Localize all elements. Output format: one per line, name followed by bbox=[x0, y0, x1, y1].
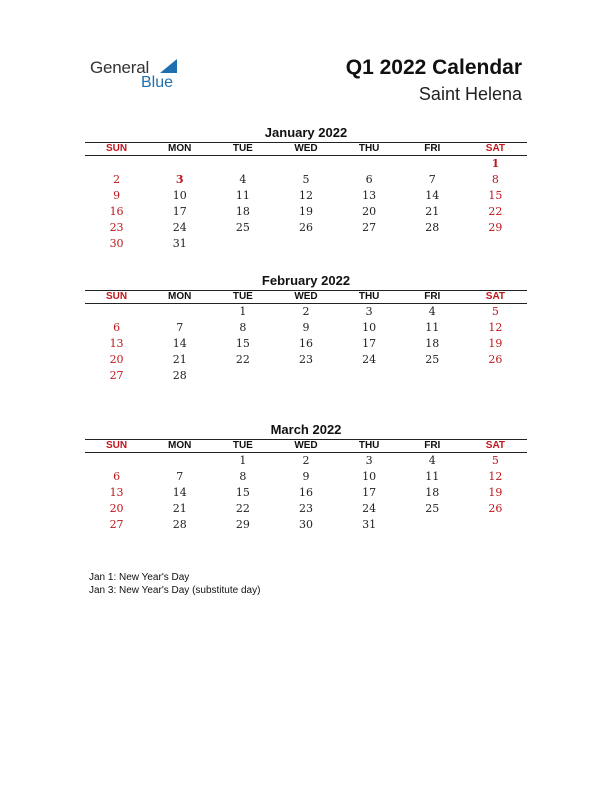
day-cell: 9 bbox=[302, 470, 310, 483]
day-cell: 24 bbox=[362, 353, 377, 366]
day-cell: 23 bbox=[298, 502, 313, 515]
page-title: Q1 2022 Calendar bbox=[345, 56, 522, 79]
empty-day-cell bbox=[338, 236, 401, 252]
dow-mon: MON bbox=[168, 291, 192, 302]
empty-day-cell bbox=[401, 156, 464, 172]
day-cell: 22 bbox=[488, 205, 503, 218]
day-cell: 11 bbox=[425, 470, 440, 483]
week-row bbox=[85, 485, 527, 501]
empty-day-cell bbox=[464, 368, 527, 384]
day-of-week-header bbox=[85, 142, 527, 156]
empty-day-cell bbox=[148, 304, 211, 320]
dow-thu: THU bbox=[358, 143, 380, 154]
dow-thu: THU bbox=[358, 291, 380, 302]
empty-day-cell bbox=[211, 236, 274, 252]
week-row bbox=[85, 453, 527, 469]
day-cell: 26 bbox=[488, 353, 503, 366]
dow-mon: MON bbox=[168, 143, 192, 154]
dow-sun: SUN bbox=[106, 440, 128, 451]
week-row bbox=[85, 172, 527, 188]
day-cell: 16 bbox=[298, 337, 313, 350]
week-row bbox=[85, 368, 527, 384]
week-row bbox=[85, 204, 527, 220]
day-cell: 29 bbox=[488, 221, 503, 234]
day-cell: 8 bbox=[491, 173, 499, 186]
empty-day-cell bbox=[274, 368, 337, 384]
day-cell: 24 bbox=[362, 502, 377, 515]
day-cell: 8 bbox=[239, 470, 247, 483]
day-cell: 22 bbox=[235, 502, 250, 515]
day-cell: 24 bbox=[172, 221, 187, 234]
day-cell: 25 bbox=[235, 221, 250, 234]
day-cell: 23 bbox=[109, 221, 124, 234]
week-row bbox=[85, 188, 527, 204]
day-cell: 17 bbox=[362, 337, 377, 350]
day-cell: 8 bbox=[239, 321, 247, 334]
day-cell: 21 bbox=[425, 205, 440, 218]
week-row bbox=[85, 336, 527, 352]
empty-day-cell bbox=[85, 156, 148, 172]
day-cell: 4 bbox=[428, 454, 436, 467]
day-cell: 19 bbox=[488, 337, 503, 350]
day-cell: 26 bbox=[488, 502, 503, 515]
day-cell: 12 bbox=[488, 470, 503, 483]
day-cell: 20 bbox=[109, 502, 124, 515]
day-cell: 1 bbox=[239, 454, 247, 467]
day-of-week-header bbox=[85, 439, 527, 453]
day-cell: 7 bbox=[428, 173, 436, 186]
day-cell: 6 bbox=[113, 321, 121, 334]
empty-day-cell bbox=[401, 368, 464, 384]
day-cell: 14 bbox=[172, 337, 187, 350]
weeks-grid bbox=[85, 453, 527, 533]
empty-day-cell bbox=[401, 236, 464, 252]
day-cell: 17 bbox=[172, 205, 187, 218]
empty-day-cell bbox=[401, 517, 464, 533]
month-title: March 2022 bbox=[270, 422, 342, 437]
dow-wed: WED bbox=[294, 440, 318, 451]
day-cell: 27 bbox=[109, 369, 124, 382]
day-cell: 3 bbox=[175, 173, 184, 186]
empty-day-cell bbox=[148, 156, 211, 172]
day-cell: 10 bbox=[172, 189, 187, 202]
day-cell: 11 bbox=[235, 189, 250, 202]
day-cell: 18 bbox=[425, 486, 440, 499]
day-cell: 7 bbox=[176, 321, 184, 334]
day-cell: 1 bbox=[491, 157, 500, 170]
day-cell: 27 bbox=[109, 518, 124, 531]
day-cell: 12 bbox=[488, 321, 503, 334]
empty-day-cell bbox=[274, 236, 337, 252]
day-cell: 3 bbox=[365, 305, 373, 318]
day-cell: 28 bbox=[172, 369, 187, 382]
day-cell: 20 bbox=[362, 205, 377, 218]
day-cell: 25 bbox=[425, 502, 440, 515]
empty-day-cell bbox=[464, 236, 527, 252]
empty-day-cell bbox=[211, 368, 274, 384]
day-cell: 25 bbox=[425, 353, 440, 366]
logo-word-blue: Blue bbox=[141, 74, 174, 91]
day-cell: 30 bbox=[109, 237, 124, 250]
day-cell: 23 bbox=[298, 353, 313, 366]
month-title: February 2022 bbox=[261, 273, 351, 288]
day-cell: 27 bbox=[362, 221, 377, 234]
day-cell: 5 bbox=[491, 305, 499, 318]
day-cell: 19 bbox=[298, 205, 313, 218]
logo-triangle-icon bbox=[160, 59, 177, 73]
dow-sat: SAT bbox=[485, 143, 506, 154]
dow-wed: WED bbox=[294, 291, 318, 302]
dow-fri: FRI bbox=[424, 143, 441, 154]
day-cell: 6 bbox=[365, 173, 373, 186]
day-cell: 30 bbox=[298, 518, 313, 531]
day-cell: 4 bbox=[428, 305, 436, 318]
day-cell: 28 bbox=[172, 518, 187, 531]
day-cell: 19 bbox=[488, 486, 503, 499]
day-cell: 9 bbox=[113, 189, 121, 202]
day-cell: 9 bbox=[302, 321, 310, 334]
dow-sun: SUN bbox=[106, 291, 128, 302]
day-cell: 31 bbox=[172, 237, 187, 250]
dow-sat: SAT bbox=[485, 291, 506, 302]
empty-day-cell bbox=[464, 517, 527, 533]
day-cell: 15 bbox=[235, 337, 250, 350]
week-row bbox=[85, 156, 527, 172]
empty-day-cell bbox=[338, 368, 401, 384]
day-cell: 14 bbox=[425, 189, 440, 202]
day-cell: 12 bbox=[298, 189, 313, 202]
week-row bbox=[85, 469, 527, 485]
week-row bbox=[85, 304, 527, 320]
dow-fri: FRI bbox=[424, 291, 441, 302]
day-cell: 28 bbox=[425, 221, 440, 234]
dow-sun: SUN bbox=[106, 143, 128, 154]
day-cell: 18 bbox=[235, 205, 250, 218]
empty-day-cell bbox=[85, 304, 148, 320]
dow-tue: TUE bbox=[232, 143, 253, 154]
day-cell: 2 bbox=[302, 454, 310, 467]
day-cell: 31 bbox=[362, 518, 377, 531]
day-cell: 16 bbox=[109, 205, 124, 218]
day-cell: 29 bbox=[235, 518, 250, 531]
holiday-note: Jan 1: New Year's Day bbox=[89, 572, 190, 583]
day-cell: 20 bbox=[109, 353, 124, 366]
day-cell: 21 bbox=[172, 353, 187, 366]
day-cell: 10 bbox=[362, 470, 377, 483]
day-cell: 22 bbox=[235, 353, 250, 366]
weeks-grid bbox=[85, 304, 527, 384]
day-cell: 2 bbox=[302, 305, 310, 318]
logo-word-general: General bbox=[90, 58, 150, 77]
day-cell: 3 bbox=[365, 454, 373, 467]
day-cell: 2 bbox=[113, 173, 121, 186]
day-cell: 13 bbox=[362, 189, 377, 202]
dow-thu: THU bbox=[358, 440, 380, 451]
logo bbox=[90, 56, 200, 96]
week-row bbox=[85, 352, 527, 368]
day-cell: 18 bbox=[425, 337, 440, 350]
month-march bbox=[85, 421, 527, 533]
empty-day-cell bbox=[338, 156, 401, 172]
day-cell: 15 bbox=[488, 189, 503, 202]
empty-day-cell bbox=[148, 453, 211, 469]
day-cell: 13 bbox=[109, 337, 124, 350]
week-row bbox=[85, 236, 527, 252]
day-cell: 7 bbox=[176, 470, 184, 483]
day-cell: 10 bbox=[362, 321, 377, 334]
month-february bbox=[85, 272, 527, 384]
dow-mon: MON bbox=[168, 440, 192, 451]
week-row bbox=[85, 501, 527, 517]
week-row bbox=[85, 320, 527, 336]
day-cell: 21 bbox=[172, 502, 187, 515]
weeks-grid bbox=[85, 156, 527, 252]
empty-day-cell bbox=[274, 156, 337, 172]
day-cell: 5 bbox=[491, 454, 499, 467]
holiday-notes bbox=[89, 571, 260, 597]
day-cell: 14 bbox=[172, 486, 187, 499]
day-cell: 1 bbox=[239, 305, 247, 318]
day-cell: 4 bbox=[239, 173, 247, 186]
day-cell: 6 bbox=[113, 470, 121, 483]
day-cell: 17 bbox=[362, 486, 377, 499]
dow-fri: FRI bbox=[424, 440, 441, 451]
holiday-note: Jan 3: New Year's Day (substitute day) bbox=[89, 585, 261, 596]
day-cell: 11 bbox=[425, 321, 440, 334]
dow-tue: TUE bbox=[232, 291, 253, 302]
day-cell: 16 bbox=[298, 486, 313, 499]
empty-day-cell bbox=[85, 453, 148, 469]
empty-day-cell bbox=[211, 156, 274, 172]
page-subtitle: Saint Helena bbox=[418, 84, 522, 104]
day-cell: 5 bbox=[302, 173, 310, 186]
dow-sat: SAT bbox=[485, 440, 506, 451]
day-cell: 26 bbox=[298, 221, 313, 234]
day-of-week-header bbox=[85, 290, 527, 304]
month-title: January 2022 bbox=[264, 125, 348, 140]
week-row bbox=[85, 517, 527, 533]
week-row bbox=[85, 220, 527, 236]
dow-wed: WED bbox=[294, 143, 318, 154]
month-january bbox=[85, 124, 527, 252]
day-cell: 13 bbox=[109, 486, 124, 499]
dow-tue: TUE bbox=[232, 440, 253, 451]
day-cell: 15 bbox=[235, 486, 250, 499]
